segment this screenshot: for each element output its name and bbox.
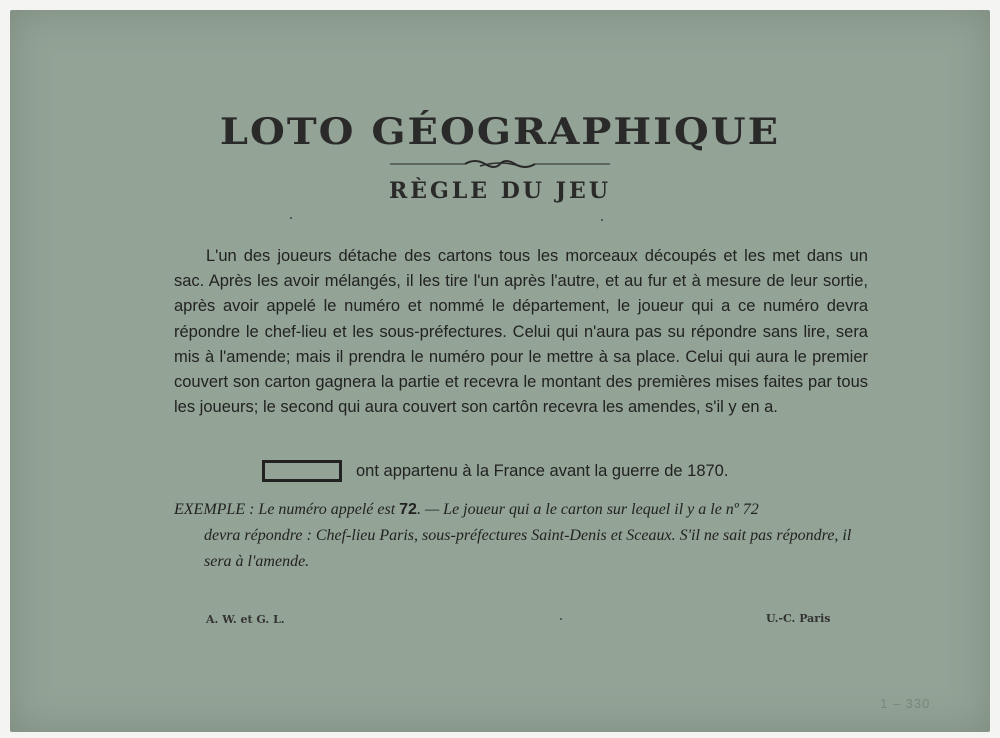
flourish-icon xyxy=(385,157,615,171)
archive-stamp: 1 – 330 xyxy=(880,696,931,711)
ornament-divider xyxy=(0,157,1000,171)
example-continuation: devra répondre : Chef-lieu Paris, sous-préfectures Saint-Denis et Sceaux. S'il ne sait pas répondre, il sera à l'amende. xyxy=(204,527,852,570)
speck xyxy=(290,217,292,219)
example-number: 72 xyxy=(399,501,417,518)
legend-note-text: ont appartenu à la France avant la guerre de 1870. xyxy=(356,461,729,480)
speck xyxy=(560,618,562,620)
printer-mark-right: U.-C. Paris xyxy=(766,612,831,625)
legend-box-icon xyxy=(262,460,342,482)
document-subtitle: RÈGLE DU JEU xyxy=(388,178,612,204)
example-label: EXEMPLE : Le numéro appelé est xyxy=(174,501,396,518)
speck xyxy=(601,219,603,221)
printer-mark-left: A. W. et G. L. xyxy=(206,613,285,626)
example-line1-rest: . — Le joueur qui a le carton sur lequel il y a le nº 72 xyxy=(416,501,759,518)
legend-note xyxy=(262,460,728,482)
document-title: LOTO GÉOGRAPHIQUE xyxy=(219,109,781,154)
example-block xyxy=(174,497,866,575)
rules-paragraph: L'un des joueurs détache des cartons tous les morceaux découpés et les met dans un sac. Après les avoir mélangés, il les tire l'un après l'autre, et au fur et à mesure de leur sortie, après avoir appelé le numéro et nommé le département, le joueur qui a ce numéro devra répondre le chef-lieu et les sous-préfectures. Celui qui n'aura pas su répondre sans lire, sera mis à l'amende; mais il prendra le numéro pour le mettre à sa place. Celui qui aura le premier couvert son carton gagnera la partie et recevra le montant des premières mises faites par tous les joueurs; le second qui aura couvert son cartôn recevra les amendes, s'il y en a. xyxy=(174,247,868,417)
